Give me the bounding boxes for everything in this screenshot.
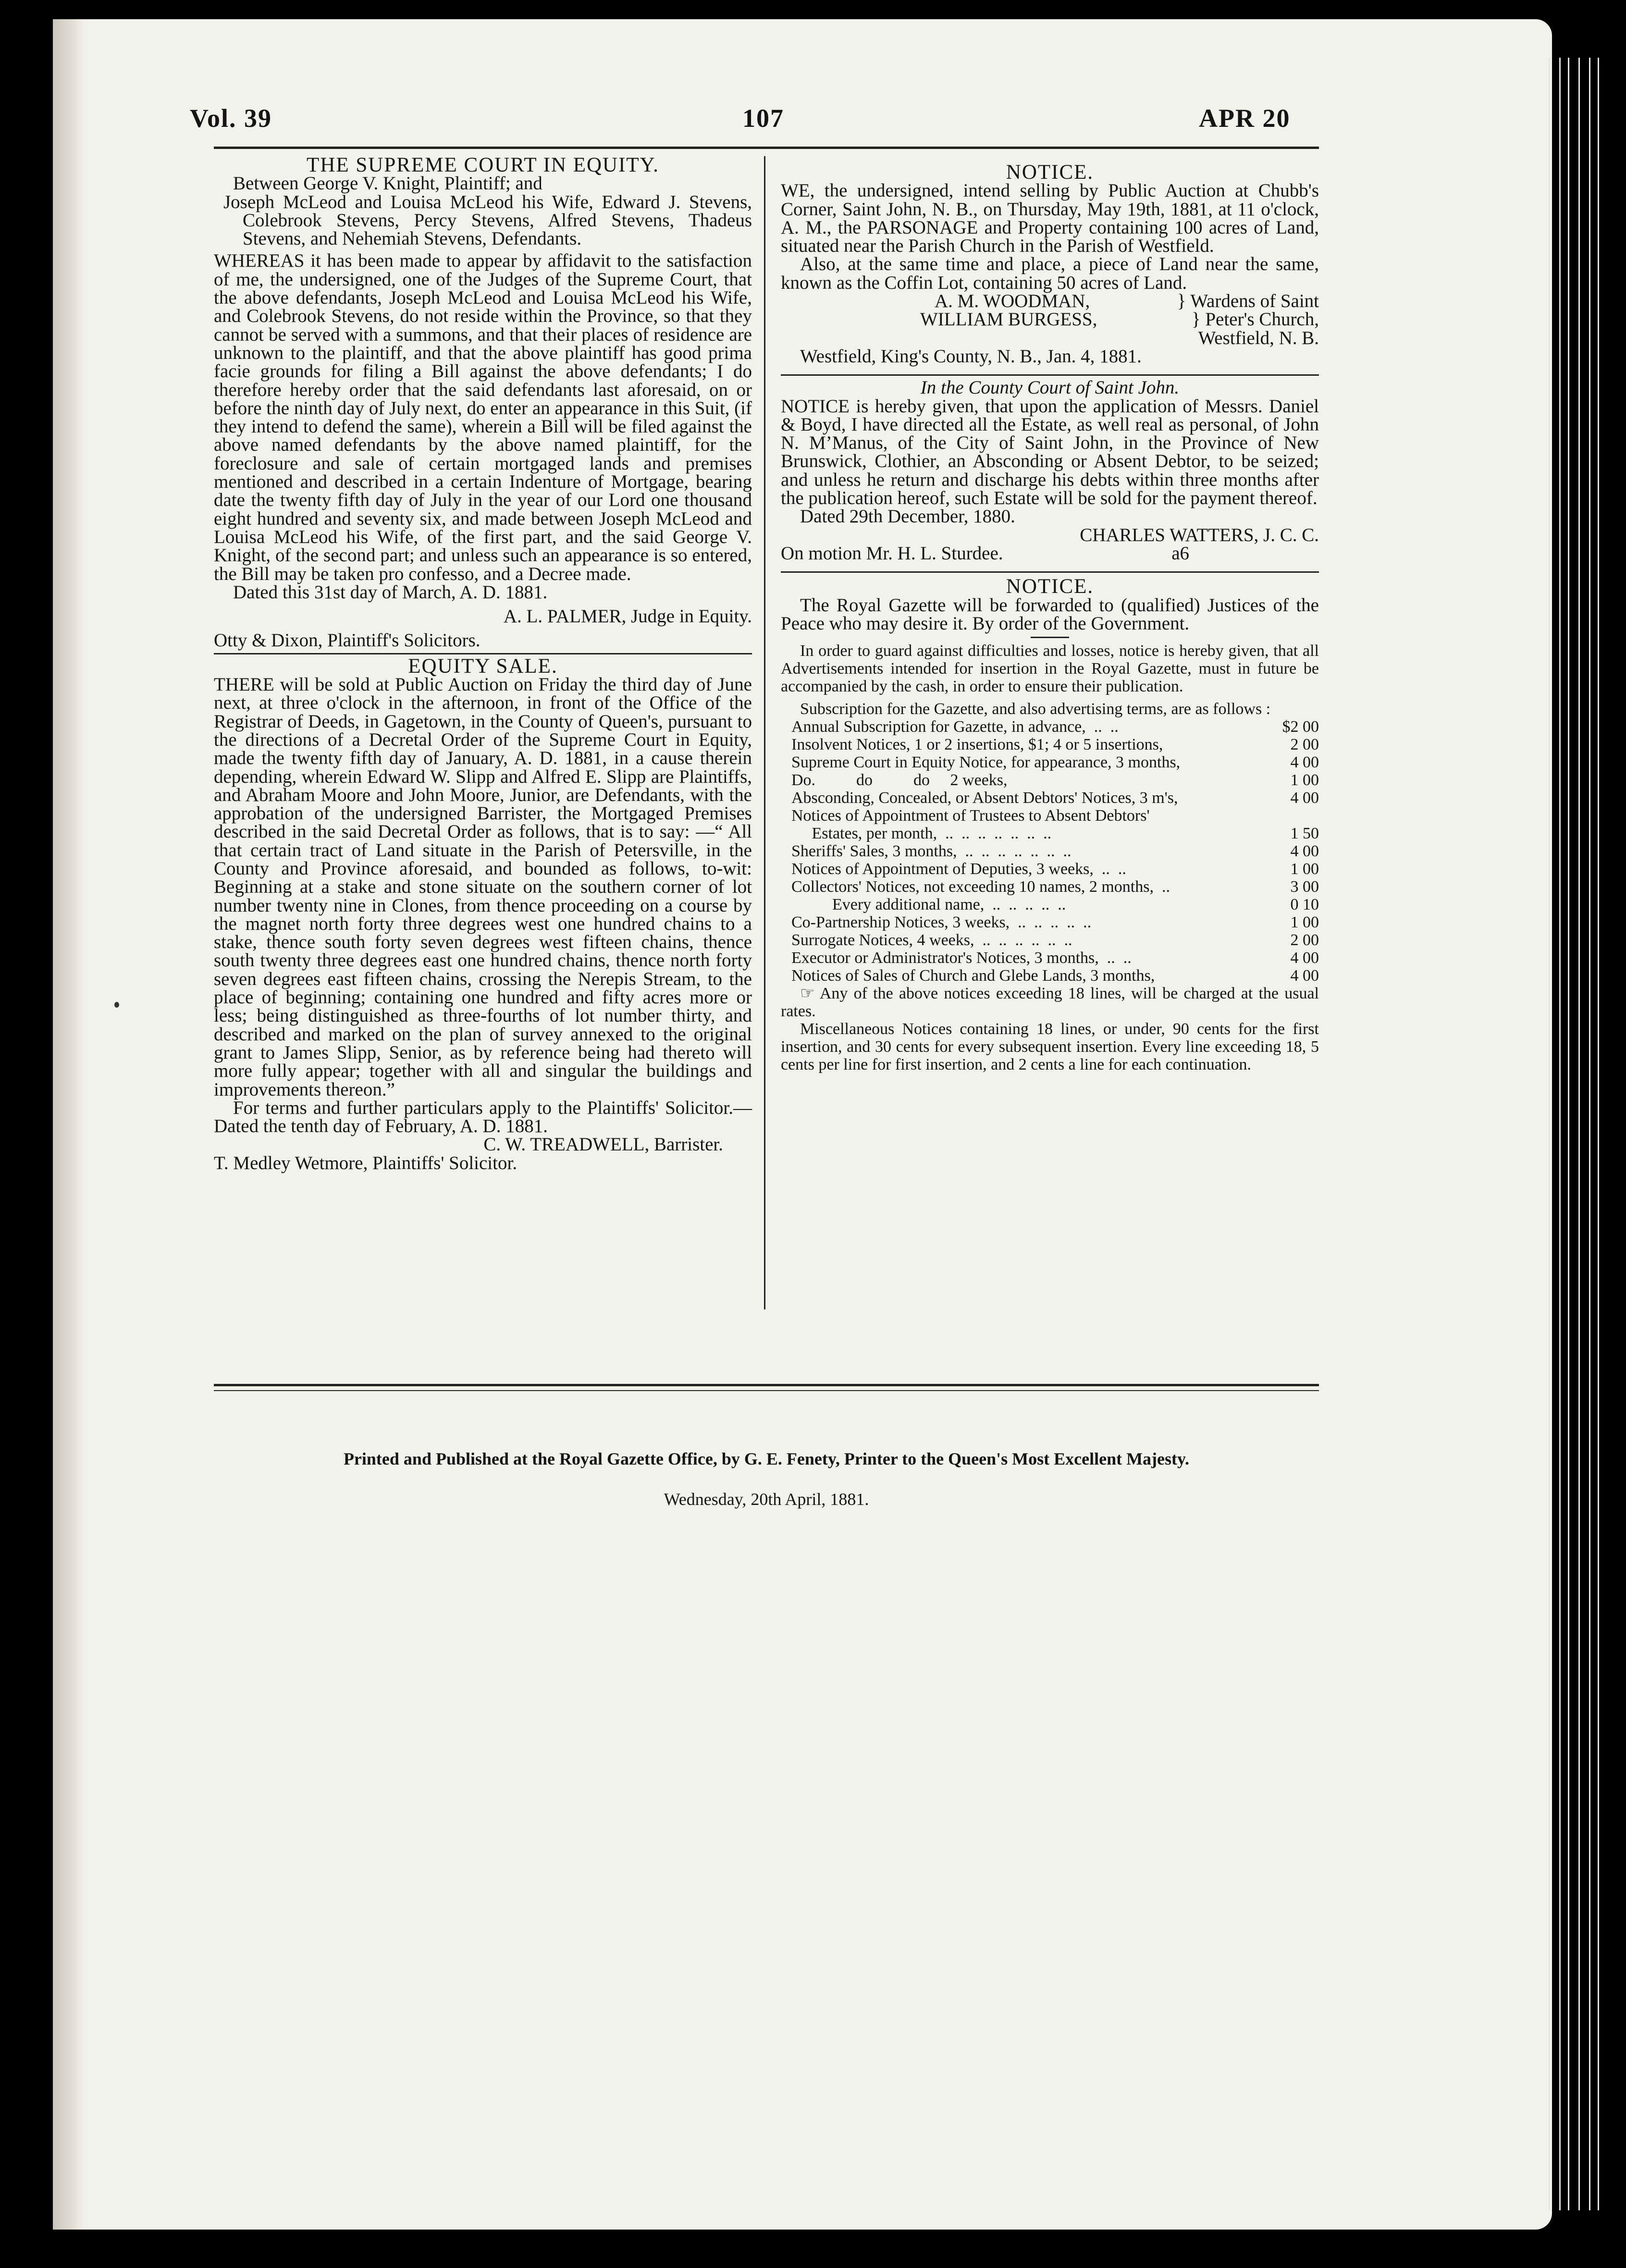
- rate-amount: 0 10: [1290, 896, 1319, 914]
- rate-row: [781, 789, 1319, 807]
- rate-amount: $2 00: [1282, 718, 1319, 736]
- county-court-title: In the County Court of Saint John.: [920, 377, 1180, 398]
- rate-label: Collectors' Notices, not exceeding 10 names, 2 months, ..: [791, 878, 1170, 896]
- rate-label: Executor or Administrator's Notices, 3 months, .. ..: [791, 949, 1132, 967]
- rate-amount: 3 00: [1290, 878, 1319, 896]
- notice2-title: NOTICE.: [1006, 575, 1094, 598]
- column-divider: [764, 156, 765, 1309]
- rate-label: Absconding, Concealed, or Absent Debtors' Notices, 3 m's,: [791, 789, 1178, 807]
- rate-row: [781, 931, 1319, 949]
- signer-woodman: A. M. WOODMAN,: [935, 291, 1090, 312]
- footer: [214, 1449, 1319, 1529]
- notice2-footnote: ☞ Any of the above notices exceeding 18 lines, will be charged at the usual rates.: [781, 985, 1319, 1021]
- page-fold-shadow: [53, 19, 86, 2230]
- equity-sale-title: EQUITY SALE.: [408, 654, 558, 678]
- supreme-court-parties: Joseph McLeod and Louisa McLeod his Wife, Edward J. Stevens, Colebrook Stevens, Percy Stevens, Alfred Stevens, Thadeus Stevens, and Nehemiah Stevens, Defendants.: [223, 191, 752, 249]
- footer-rule-bottom: [214, 1390, 1319, 1391]
- signer-role-1: } Wardens of Saint: [1177, 291, 1319, 312]
- equity-sale-barrister: C. W. TREADWELL, Barrister.: [483, 1134, 723, 1155]
- left-column: [214, 156, 752, 1172]
- supreme-court-between: Between George V. Knight, Plaintiff; and: [233, 173, 542, 194]
- page-edges: [1545, 58, 1602, 2210]
- wardens-signature-1: [781, 292, 1319, 310]
- rate-row: [781, 753, 1319, 771]
- section-rule: [781, 374, 1319, 376]
- rate-amount: 2 00: [1290, 931, 1319, 949]
- rate-amount: 4 00: [1290, 967, 1319, 985]
- wardens-signature-2: [781, 310, 1319, 329]
- rate-amount: 1 00: [1290, 913, 1319, 932]
- rate-row: [781, 736, 1319, 753]
- supreme-court-solicitors: Otty & Dixon, Plaintiff's Solicitors.: [214, 630, 480, 651]
- rate-row: [781, 878, 1319, 896]
- rate-label: Surrogate Notices, 4 weeks, .. .. .. .. .. ..: [791, 931, 1072, 949]
- right-column: [781, 163, 1319, 1073]
- signer-role-2: } Peter's Church,: [1191, 309, 1319, 330]
- rates-table: [781, 718, 1319, 985]
- rate-label: Insolvent Notices, 1 or 2 insertions, $1; 4 or 5 insertions,: [791, 736, 1163, 754]
- ink-mark: [114, 1002, 119, 1008]
- county-court-motion: On motion Mr. H. L. Sturdee.: [781, 542, 1003, 564]
- rate-row: [781, 807, 1319, 825]
- page-number: 107: [742, 104, 784, 133]
- section-rule: [781, 571, 1319, 573]
- supreme-court-body: WHEREAS it has been made to appear by affidavit to the satisfaction of me, the undersigned, one of the Judges of the Supreme Court, that the above defendants, Joseph McLeod and Louisa McLeod his Wife, and Colebrook Stevens, do not reside within the Province, so that they cannot be served with a summons, and that their places of residence are unknown to the plaintiff, and that the above plaintiff has good prima facie grounds for filing a Bill against the above defendants; I do therefore hereby order that the said defendants last aforesaid, on or before the ninth day of July next, do enter an appearance in this Suit, (if they intend to defend the same), wherein a Bill will be filed against the above named defendants by the above named plaintiff, for the foreclosure and sale of certain mortgaged lands and premises mentioned and described in a certain Indenture of Mortgage, bearing date the twenty fifth day of July in the year of our Lord one thousand eight hundred and seventy six, and made between Joseph McLeod and Louisa McLeod his Wife, of the first part, and the said George V. Knight, of the second part; and unless such an appearance is so entered, the Bill may be taken pro confesso, and a Decree made.: [214, 250, 752, 584]
- notice-body: WE, the undersigned, intend selling by Public Auction at Chubb's Corner, Saint John, N. B., on Thursday, May 19th, 1881, at 11 o'clock, A. M., the PARSONAGE and Property containing 100 acres of Land, situated near the Parish Church in the Parish of Westfield.: [781, 180, 1319, 257]
- wardens-location: Westfield, N. B.: [1198, 327, 1319, 348]
- rate-amount: 4 00: [1290, 842, 1319, 861]
- rate-amount: 4 00: [1290, 753, 1319, 772]
- header-rule: [214, 147, 1319, 149]
- county-court-signed: CHARLES WATTERS, J. C. C.: [1080, 524, 1319, 545]
- rate-row: [781, 949, 1319, 967]
- county-court-dated: Dated 29th December, 1880.: [800, 506, 1015, 527]
- rate-amount: 2 00: [1290, 736, 1319, 754]
- rate-amount: 1 00: [1290, 860, 1319, 878]
- rate-amount: 4 00: [1290, 949, 1319, 967]
- rate-label: Sheriffs' Sales, 3 months, .. .. .. .. .. .. ..: [791, 842, 1072, 861]
- rate-label: Notices of Appointment of Deputies, 3 weeks, .. ..: [791, 860, 1126, 878]
- rate-row: [781, 771, 1319, 789]
- equity-sale-terms: For terms and further particulars apply to the Plaintiffs' Solicitor.—Dated the tenth day of February, A. D. 1881.: [214, 1097, 752, 1137]
- county-court-code: a6: [1171, 542, 1189, 564]
- equity-sale-solicitor: T. Medley Wetmore, Plaintiffs' Solicitor.: [214, 1152, 517, 1173]
- rate-row: [781, 860, 1319, 878]
- rate-label: Supreme Court in Equity Notice, for appearance, 3 months,: [791, 753, 1181, 772]
- rate-row: [781, 967, 1319, 985]
- rate-row: [781, 825, 1319, 842]
- rate-amount: [1261, 807, 1319, 825]
- county-court-body: NOTICE is hereby given, that upon the application of Messrs. Daniel & Boyd, I have directed all the Estate, as well real as personal, of John N. M’Manus, of the City of Saint John, in the Province of New Brunswick, Clothier, an Absconding or Absent Debtor, to be seized; and unless he return and discharge his debts within three months after the publication hereof, such Estate will be sold for the payment thereof.: [781, 395, 1319, 509]
- footer-rule-top: [214, 1384, 1319, 1386]
- notice-place-date: Westfield, King's County, N. B., Jan. 4, 1881.: [800, 345, 1142, 367]
- rate-label: Every additional name, .. .. .. .. ..: [791, 896, 1066, 914]
- publication-date: Wednesday, 20th April, 1881.: [664, 1490, 869, 1509]
- rate-label: Co-Partnership Notices, 3 weeks, .. .. .. .. ..: [791, 913, 1092, 932]
- rate-amount: 1 50: [1290, 825, 1319, 843]
- rate-label: Notices of Appointment of Trustees to Absent Debtors': [791, 807, 1150, 825]
- volume-label: Vol. 39: [190, 104, 272, 133]
- rate-label: Notices of Sales of Church and Glebe Lands, 3 months,: [791, 967, 1155, 985]
- rate-row: [781, 718, 1319, 736]
- county-court-motion-row: [781, 544, 1319, 563]
- short-rule: [1031, 637, 1069, 638]
- rate-row: [781, 842, 1319, 860]
- supreme-court-title: THE SUPREME COURT IN EQUITY.: [307, 154, 659, 176]
- notice2-guard: In order to guard against difficulties and losses, notice is hereby given, that all Advertisements intended for insertion in the Royal Gazette, must in future be accompanied by the cash, in order to ensure their publication.: [781, 642, 1319, 696]
- supreme-court-judge: A. L. PALMER, Judge in Equity.: [503, 606, 752, 627]
- supreme-court-dated: Dated this 31st day of March, A. D. 1881.: [233, 581, 548, 603]
- signer-burgess: WILLIAM BURGESS,: [920, 309, 1097, 330]
- section-rule: [214, 653, 752, 654]
- notice2-misc: Miscellaneous Notices containing 18 lines, or under, 90 cents for the first insertion, and 30 cents for every subsequent insertion. Every line exceeding 18, 5 cents per line for first insertion, and 2 cents a line for each continuation.: [781, 1020, 1319, 1074]
- rate-amount: 4 00: [1290, 789, 1319, 807]
- rate-amount: 1 00: [1290, 771, 1319, 789]
- rate-label: Do. do do 2 weeks,: [791, 771, 1008, 789]
- rate-label: Annual Subscription for Gazette, in advance, .. ..: [791, 718, 1119, 736]
- notice-title: NOTICE.: [1006, 161, 1094, 184]
- notice2-subscription: Subscription for the Gazette, and also advertising terms, are as follows :: [800, 700, 1271, 718]
- notice-also: Also, at the same time and place, a piece of Land near the same, known as the Coffin Lot, containing 50 acres of Land.: [781, 254, 1319, 293]
- printer-imprint: Printed and Published at the Royal Gazette Office, by G. E. Fenety, Printer to the Queen's Most Excellent Majesty.: [343, 1449, 1190, 1468]
- rate-label: Estates, per month, .. .. .. .. .. .. ..: [791, 825, 1052, 843]
- equity-sale-body: THERE will be sold at Public Auction on Friday the third day of June next, at three o'clock in the afternoon, in front of the Office of the Registrar of Deeds, in Gagetown, in the County of Queen's, pursuant to the directions of a Decretal Order of the Supreme Court in Equity, made the twenty fifth day of January, A. D. 1881, in a cause therein depending, wherein Edward W. Slipp and Alfred E. Slipp are Plaintiffs, and Abraham Moore and John Moore, Junior, are Defendants, with the approbation of the undersigned Barrister, the Mortgaged Premises described in the said Decretal Order as follows, that is to say: —“ All that certain tract of Land situate in the Parish of Petersville, in the County and Province aforesaid, and bounded as follows, to-wit: Beginning at a stake and stone situate on the southern corner of lot number twenty nine in Clones, from thence proceeding on a course by the magnet north forty three degrees west one hundred chains to a stake, thence south forty seven degrees west fifteen chains, thence south twenty three degrees east one hundred chains, thence north forty seven degrees east fifteen chains, crossing the Nerepis Stream, to the place of beginning; containing one hundred and fifty acres more or less; being distinguished as three-fourths of lot number thirty, and described and marked on the plan of survey annexed to the original grant to James Slipp, Senior, as by reference being had thereto will more fully appear; together with all and singular the buildings and improvements thereon.”: [214, 674, 752, 1100]
- notice2-body: The Royal Gazette will be forwarded to (qualified) Justices of the Peace who may desire it. By order of the Government.: [781, 594, 1319, 634]
- issue-date: APR 20: [1199, 104, 1291, 133]
- rate-row: [781, 913, 1319, 931]
- rate-row: [781, 896, 1319, 913]
